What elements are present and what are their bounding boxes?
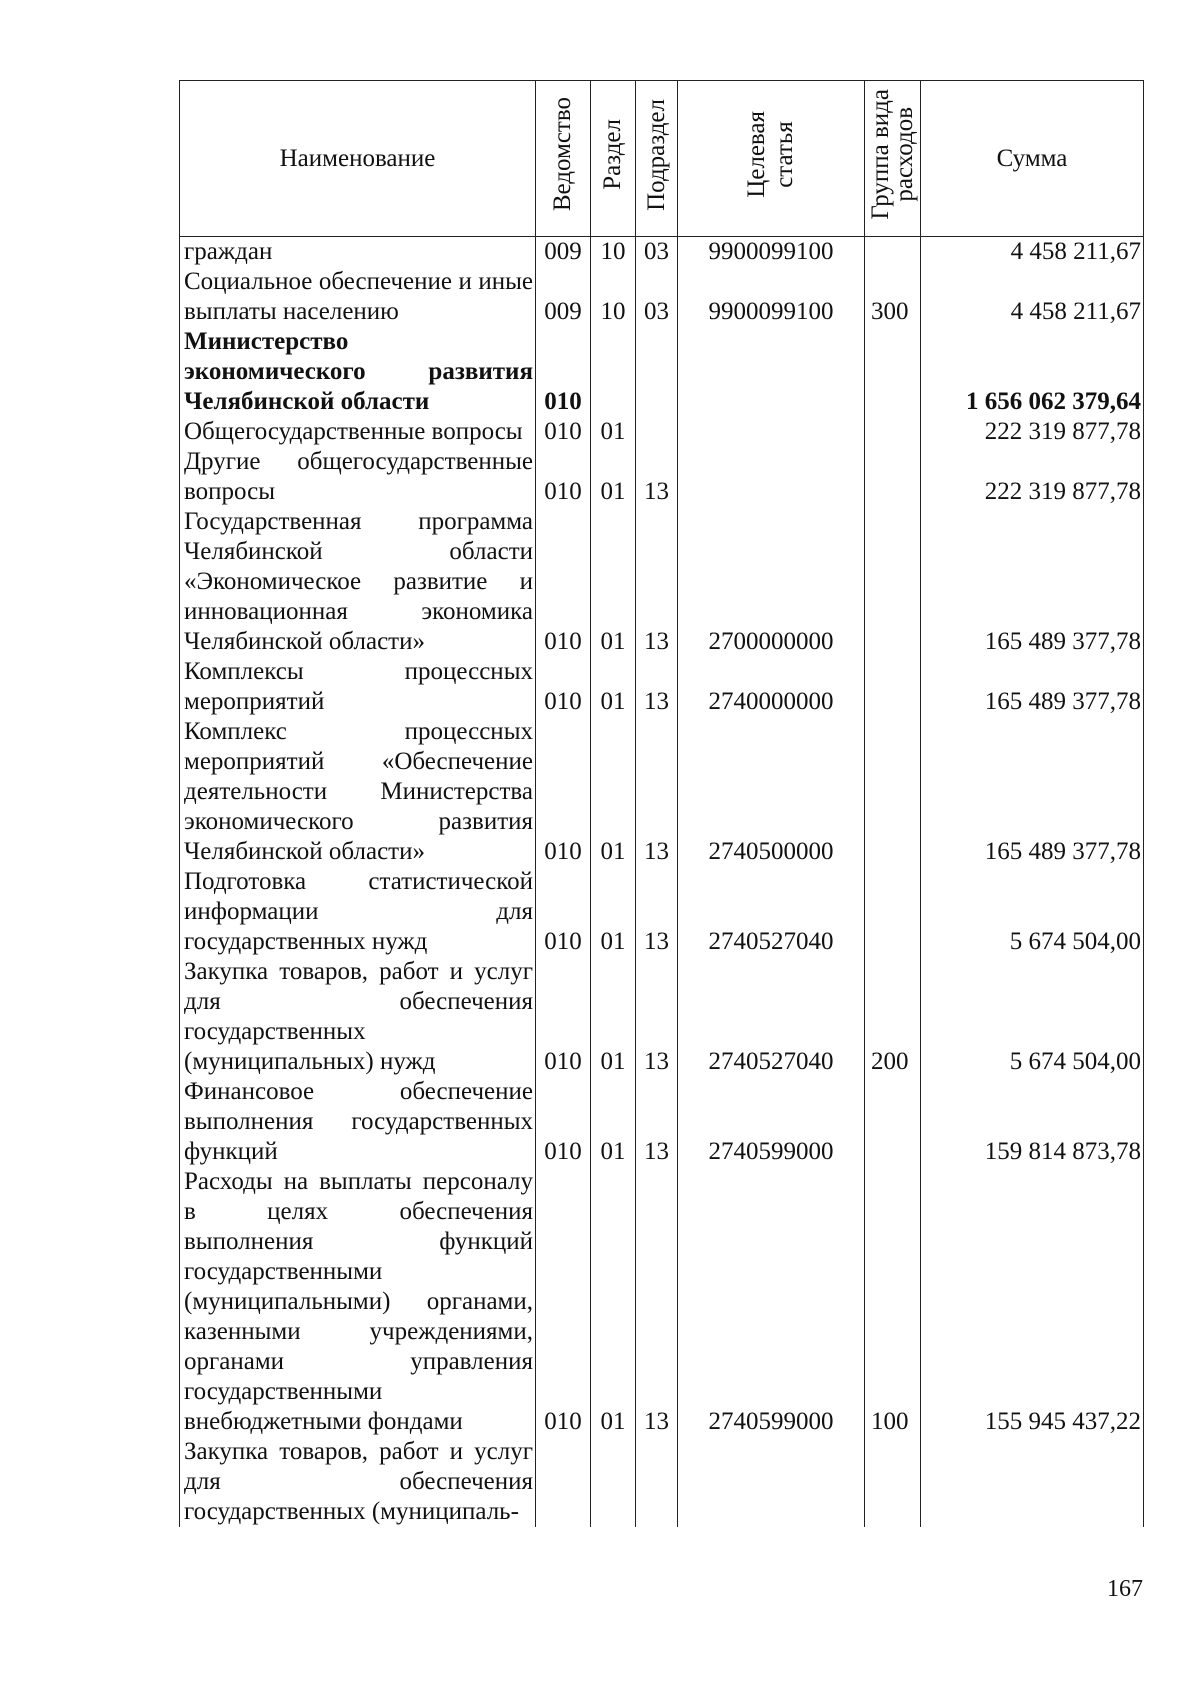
- cell-razdel: 01: [591, 1167, 636, 1437]
- cell-podrazdel: 13: [636, 1167, 678, 1437]
- cell-vedomstvo: 010: [536, 507, 591, 657]
- cell-podrazdel: 13: [636, 507, 678, 657]
- cell-summa: 1 656 062 379,64: [921, 327, 1144, 417]
- table-body: [180, 237, 1144, 1528]
- cell-gruppa-vida: 100: [865, 1167, 921, 1437]
- cell-podrazdel: 03: [636, 267, 678, 327]
- cell-gruppa-vida: [865, 507, 921, 657]
- cell-razdel: 01: [591, 417, 636, 447]
- table-row: [180, 327, 1144, 417]
- cell-celevaya-statya: [678, 417, 865, 447]
- cell-podrazdel: 13: [636, 957, 678, 1077]
- cell-gruppa-vida: [865, 327, 921, 417]
- cell-razdel: 01: [591, 1077, 636, 1167]
- table-row: [180, 657, 1144, 717]
- cell-gruppa-vida: 300: [865, 267, 921, 327]
- cell-summa: 165 489 377,78: [921, 507, 1144, 657]
- cell-vedomstvo: 010: [536, 957, 591, 1077]
- cell-razdel: [591, 327, 636, 417]
- cell-razdel: 10: [591, 267, 636, 327]
- cell-gruppa-vida: [865, 417, 921, 447]
- cell-vedomstvo: 010: [536, 717, 591, 867]
- cell-vedomstvo: 010: [536, 417, 591, 447]
- cell-celevaya-statya: 2740527040: [678, 957, 865, 1077]
- table-row: [180, 237, 1144, 268]
- cell-celevaya-statya: 2700000000: [678, 507, 865, 657]
- budget-table-container: [179, 80, 1143, 1527]
- cell-celevaya-statya: 9900099100: [678, 237, 865, 268]
- cell-razdel: 01: [591, 717, 636, 867]
- cell-name: Закупка товаров, работ и услуг для обеспечения государственных (муниципаль-: [180, 1437, 536, 1527]
- cell-name: граждан: [180, 237, 536, 268]
- cell-vedomstvo: 010: [536, 1077, 591, 1167]
- header-celevaya-statya: Целевая статья: [678, 81, 865, 237]
- cell-gruppa-vida: [865, 237, 921, 268]
- cell-vedomstvo: 009: [536, 237, 591, 268]
- cell-gruppa-vida: [865, 657, 921, 717]
- cell-gruppa-vida: [865, 1437, 921, 1527]
- header-razdel: Раздел: [591, 81, 636, 237]
- cell-celevaya-statya: 9900099100: [678, 267, 865, 327]
- cell-name: Социальное обеспечение и иные выплаты населению: [180, 267, 536, 327]
- cell-summa: 165 489 377,78: [921, 657, 1144, 717]
- cell-summa: 222 319 877,78: [921, 417, 1144, 447]
- cell-celevaya-statya: [678, 1437, 865, 1527]
- cell-razdel: 01: [591, 657, 636, 717]
- cell-celevaya-statya: 2740527040: [678, 867, 865, 957]
- cell-name: Общегосударственные вопросы: [180, 417, 536, 447]
- cell-summa: 159 814 873,78: [921, 1077, 1144, 1167]
- cell-podrazdel: 13: [636, 1077, 678, 1167]
- cell-celevaya-statya: [678, 327, 865, 417]
- cell-summa: 222 319 877,78: [921, 447, 1144, 507]
- table-row: [180, 417, 1144, 447]
- cell-summa: [921, 1437, 1144, 1527]
- cell-vedomstvo: [536, 1437, 591, 1527]
- cell-razdel: 01: [591, 507, 636, 657]
- cell-podrazdel: [636, 327, 678, 417]
- cell-razdel: 10: [591, 237, 636, 268]
- table-row: [180, 267, 1144, 327]
- cell-razdel: [591, 1437, 636, 1527]
- cell-summa: 165 489 377,78: [921, 717, 1144, 867]
- header-name: Наименование: [180, 81, 536, 237]
- table-row: [180, 1167, 1144, 1437]
- cell-name: Подготовка статистической информации для государственных нужд: [180, 867, 536, 957]
- cell-podrazdel: [636, 417, 678, 447]
- cell-summa: 4 458 211,67: [921, 237, 1144, 268]
- cell-vedomstvo: 009: [536, 267, 591, 327]
- header-gruppa-vida-rashodov: Группа вида расходов: [865, 81, 921, 237]
- header-podrazdel: Подраздел: [636, 81, 678, 237]
- cell-name: Другие общегосударственные вопросы: [180, 447, 536, 507]
- cell-vedomstvo: 010: [536, 1167, 591, 1437]
- cell-name: Министерство экономического развития Челябинской области: [180, 327, 536, 417]
- table-header: [180, 81, 1144, 237]
- table-row: [180, 507, 1144, 657]
- cell-celevaya-statya: 2740599000: [678, 1167, 865, 1437]
- cell-celevaya-statya: 2740500000: [678, 717, 865, 867]
- cell-name: Комплекс процессных мероприятий «Обеспечение деятельности Министерства экономического развития Челябинской области»: [180, 717, 536, 867]
- cell-summa: 5 674 504,00: [921, 957, 1144, 1077]
- cell-name: Расходы на выплаты персоналу в целях обеспечения выполнения функций государственными (муниципальными) органами, казенными учреждениями, органами управления государственными внебюджетными фондами: [180, 1167, 536, 1437]
- cell-summa: 155 945 437,22: [921, 1167, 1144, 1437]
- cell-podrazdel: 03: [636, 237, 678, 268]
- cell-celevaya-statya: [678, 447, 865, 507]
- table-row: [180, 717, 1144, 867]
- cell-gruppa-vida: 200: [865, 957, 921, 1077]
- cell-vedomstvo: 010: [536, 447, 591, 507]
- cell-name: Финансовое обеспечение выполнения государственных функций: [180, 1077, 536, 1167]
- cell-vedomstvo: 010: [536, 867, 591, 957]
- cell-razdel: 01: [591, 447, 636, 507]
- cell-podrazdel: [636, 1437, 678, 1527]
- cell-vedomstvo: 010: [536, 657, 591, 717]
- cell-celevaya-statya: 2740599000: [678, 1077, 865, 1167]
- cell-gruppa-vida: [865, 447, 921, 507]
- cell-vedomstvo: 010: [536, 327, 591, 417]
- header-summa: Сумма: [921, 81, 1144, 237]
- cell-podrazdel: 13: [636, 657, 678, 717]
- cell-summa: 5 674 504,00: [921, 867, 1144, 957]
- cell-summa: 4 458 211,67: [921, 267, 1144, 327]
- cell-celevaya-statya: 2740000000: [678, 657, 865, 717]
- table-row: [180, 957, 1144, 1077]
- cell-podrazdel: 13: [636, 717, 678, 867]
- budget-table: [179, 80, 1144, 1527]
- page-number: 167: [1107, 1576, 1143, 1602]
- cell-podrazdel: 13: [636, 867, 678, 957]
- table-row: [180, 867, 1144, 957]
- table-row: [180, 447, 1144, 507]
- table-row: [180, 1077, 1144, 1167]
- cell-gruppa-vida: [865, 1077, 921, 1167]
- cell-name: Закупка товаров, работ и услуг для обеспечения государственных (муниципальных) нужд: [180, 957, 536, 1077]
- cell-gruppa-vida: [865, 867, 921, 957]
- table-row: [180, 1437, 1144, 1527]
- cell-razdel: 01: [591, 867, 636, 957]
- cell-razdel: 01: [591, 957, 636, 1077]
- header-vedomstvo: Ведомство: [536, 81, 591, 237]
- cell-podrazdel: 13: [636, 447, 678, 507]
- cell-name: Комплексы процессных мероприятий: [180, 657, 536, 717]
- cell-gruppa-vida: [865, 717, 921, 867]
- cell-name: Государственная программа Челябинской области «Экономическое развитие и инновационная экономика Челябинской области»: [180, 507, 536, 657]
